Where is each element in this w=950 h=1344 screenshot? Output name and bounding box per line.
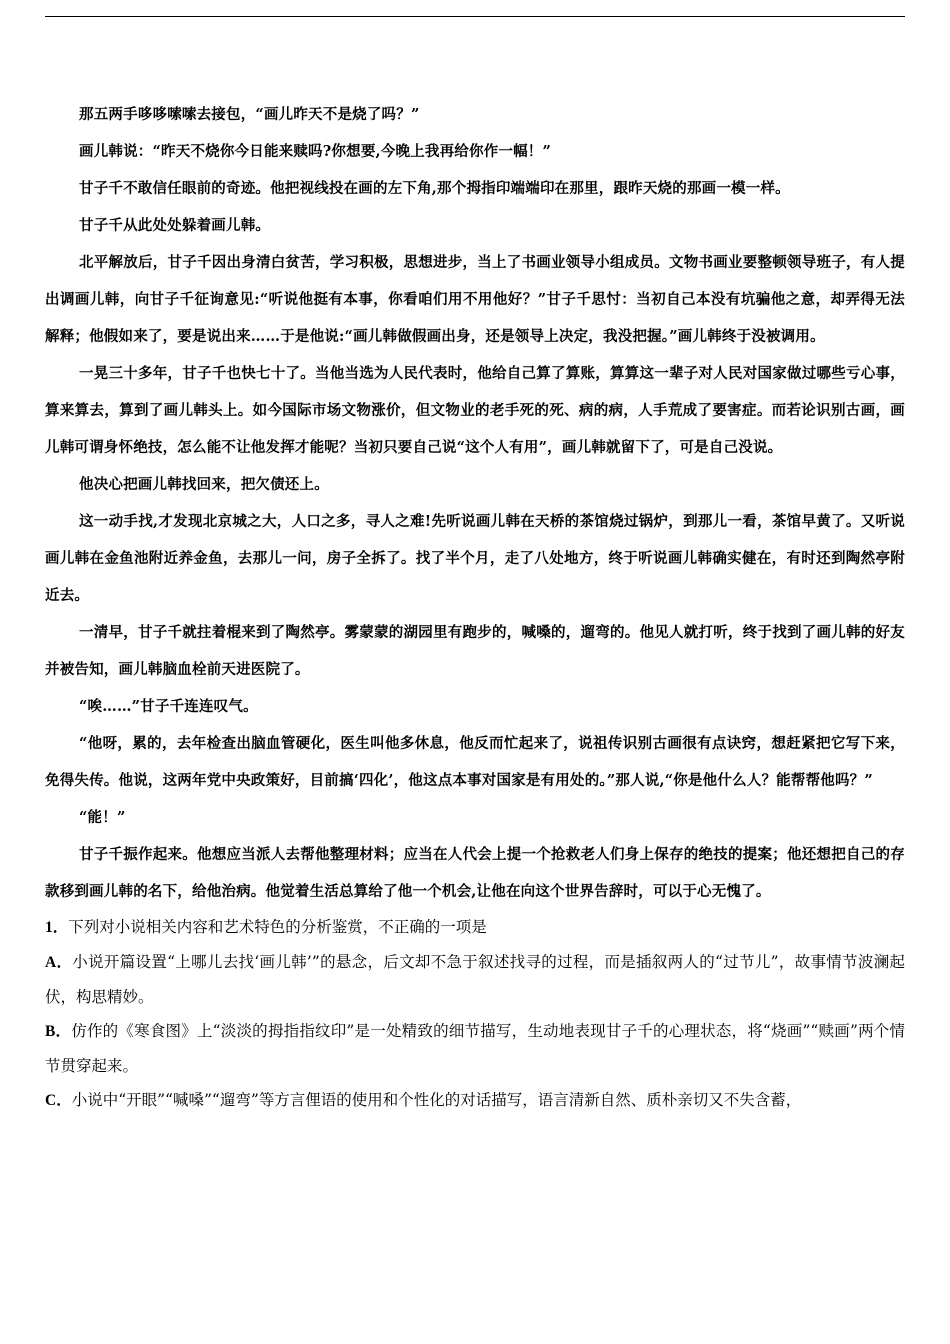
passage-paragraph: 这一动手找,才发现北京城之大，人口之多，寻人之难!先听说画儿韩在天桥的茶馆烧过锅炉，到那儿一看，茶馆早黄了。又听说画儿韩在金鱼池附近养金鱼，去那儿一问，房子全拆了。找了半个月，走了八处地方，终于听说画儿韩确实健在，有时还到陶然亭附近去。	[45, 513, 905, 604]
passage-paragraph: 那五两手哆哆嗦嗦去接包，“画儿昨天不是烧了吗？”	[79, 106, 420, 123]
passage-paragraph: “唉……”甘子千连连叹气。	[79, 698, 258, 715]
passage-paragraph: “他呀，累的，去年检查出脑血管硬化，医生叫他多休息，他反而忙起来了，说祖传识别古画很有点诀窍，想赶紧把它写下来，免得失传。他说，这两年党中央政策好，目前搞‘四化’，他这点本事对国家是有用处的。”那人说,“你是他什么人？能帮帮他吗？”	[45, 735, 905, 789]
option-b	[45, 1014, 905, 1083]
passage-paragraph: 一晃三十多年，甘子千也快七十了。当他当选为人民代表时，他给自己算了算账，算算这一辈子对人民对国家做过哪些亏心事，算来算去，算到了画儿韩头上。如今国际市场文物涨价，但文物业的老手死的死、病的病，人手荒成了要害症。而若论识别古画，画儿韩可谓身怀绝技，怎么能不让他发挥才能呢？当初只要自己说“这个人有用”，画儿韩就留下了，可是自己没说。	[45, 365, 905, 456]
passage-paragraph: 甘子千不敢信任眼前的奇迹。他把视线投在画的左下角,那个拇指印端端印在那里，跟昨天烧的那画一模一样。	[79, 180, 790, 197]
passage-paragraph: 甘子千从此处处躲着画儿韩。	[79, 217, 271, 234]
passage-paragraph: 北平解放后，甘子千因出身清白贫苦，学习积极，思想进步，当上了书画业领导小组成员。文物书画业要整顿领导班子，有人提出调画儿韩，向甘子千征询意见:“听说他挺有本事，你看咱们用不用他好？”甘子千思忖：当初自己本没有坑骗他之意，却弄得无法解释；他假如来了，要是说出来……于是他说:“画儿韩做假画出身，还是领导上决定，我没把握。”画儿韩终于没被调用。	[45, 254, 905, 345]
option-c	[45, 1083, 905, 1118]
option-text: 小说开篇设置“上哪儿去找‘画儿韩’”的悬念，后文却不急于叙述找寻的过程，而是插叙两人的“过节儿”，故事情节波澜起伏，构思精妙。	[45, 953, 905, 1006]
option-letter: A．	[45, 954, 73, 971]
option-a	[45, 945, 905, 1014]
passage-paragraph: 甘子千振作起来。他想应当派人去帮他整理材料；应当在人代会上提一个抢救老人们身上保存的绝技的提案；他还想把自己的存款移到画儿韩的名下，给他治病。他觉着生活总算给了他一个机会,让他在向这个世界告辞时，可以于心无愧了。	[45, 846, 905, 900]
question-number: 1．	[45, 919, 69, 936]
passage-paragraph: 画儿韩说：“昨天不烧你今日能来赎吗?你想要,今晚上我再给你作一幅！”	[79, 143, 552, 160]
header-rule	[45, 16, 905, 17]
passage-paragraph: 他决心把画儿韩找回来，把欠债还上。	[79, 476, 329, 493]
option-letter: B．	[45, 1023, 72, 1040]
passage-paragraph: 一清早，甘子千就拄着棍来到了陶然亭。雾蒙蒙的湖园里有跑步的，喊嗓的，遛弯的。他见人就打听，终于找到了画儿韩的好友并被告知，画儿韩脑血栓前天进医院了。	[45, 624, 905, 678]
option-text: 仿作的《寒食图》上“淡淡的拇指指纹印”是一处精致的细节描写，生动地表现甘子千的心理状态，将“烧画”“赎画”两个情节贯穿起来。	[45, 1022, 905, 1075]
option-text: 小说中“开眼”“喊嗓”“遛弯”等方言俚语的使用和个性化的对话描写，语言清新自然、质朴亲切又不失含蓄，	[71, 1091, 802, 1109]
question-text: 下列对小说相关内容和艺术特色的分析鉴赏，不正确的一项是	[68, 918, 487, 936]
passage-paragraph: “能！”	[79, 809, 126, 826]
question-stem	[45, 910, 905, 945]
document-body	[45, 96, 905, 1118]
option-letter: C．	[45, 1092, 72, 1109]
